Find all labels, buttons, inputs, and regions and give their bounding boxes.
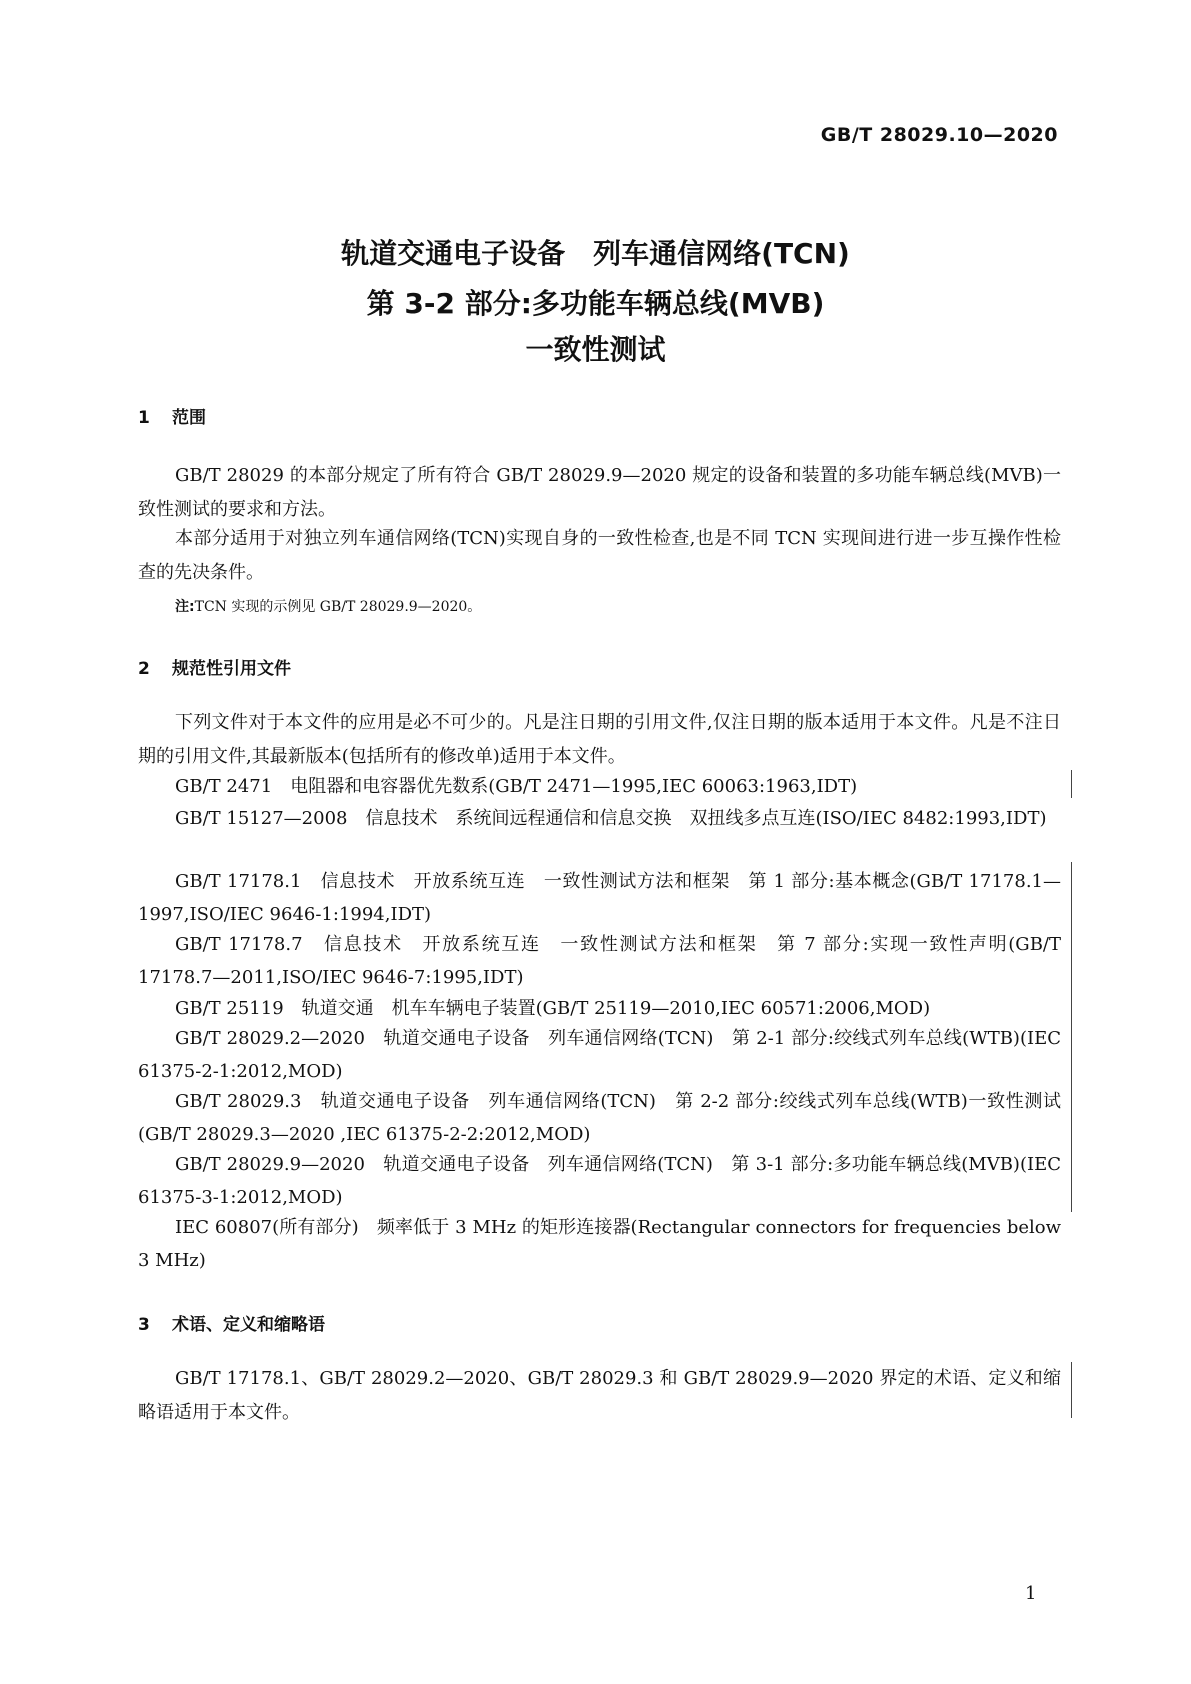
note-text: TCN 实现的示例见 GB/T 28029.9—2020。 [194, 599, 482, 615]
section-title: 术语、定义和缩略语 [172, 1315, 325, 1335]
reference-item: GB/T 28029.2—2020 轨道交通电子设备 列车通信网络(TCN) 第 2-1 部分:绞线式列车总线(WTB)(IEC 61375-2-1:2012,MOD) [138, 1028, 1061, 1082]
section-number: 3 [138, 1315, 150, 1335]
revision-bar [1071, 770, 1072, 798]
section-number: 2 [138, 659, 150, 679]
reference-item: GB/T 17178.1 信息技术 开放系统互连 一致性测试方法和框架 第 1 部分:基本概念(GB/T 17178.1—1997,ISO/IEC 9646-1:1994,IDT) [138, 871, 1061, 925]
reference-item: GB/T 2471 电阻器和电容器优先数系(GB/T 2471—1995,IEC 60063:1963,IDT) [175, 776, 858, 797]
reference-item: GB/T 28029.3 轨道交通电子设备 列车通信网络(TCN) 第 2-2 部分:绞线式列车总线(WTB)一致性测试(GB/T 28029.3—2020 ,IEC 61375-2-2:2012,MOD) [138, 1091, 1061, 1145]
section-title: 范围 [172, 408, 206, 428]
section-1-note [175, 596, 481, 616]
reference-item: GB/T 15127—2008 信息技术 系统间远程通信和信息交换 双扭线多点互连(ISO/IEC 8482:1993,IDT) [175, 808, 1047, 829]
title-line-1: 轨道交通电子设备 列车通信网络(TCN) [341, 237, 850, 270]
section-1-paragraph-1: GB/T 28029 的本部分规定了所有符合 GB/T 28029.9—2020 规定的设备和装置的多功能车辆总线(MVB)一致性测试的要求和方法。 [138, 465, 1061, 520]
section-title: 规范性引用文件 [172, 659, 291, 679]
reference-item: GB/T 28029.9—2020 轨道交通电子设备 列车通信网络(TCN) 第 3-1 部分:多功能车辆总线(MVB)(IEC 61375-3-1:2012,MOD) [138, 1154, 1061, 1208]
section-1-heading [138, 403, 206, 428]
page-number: 1 [1025, 1583, 1037, 1604]
revision-bar [1071, 862, 1072, 1212]
section-2-intro: 下列文件对于本文件的应用是必不可少的。凡是注日期的引用文件,仅注日期的版本适用于本文件。凡是不注日期的引用文件,其最新版本(包括所有的修改单)适用于本文件。 [138, 712, 1061, 767]
title-line-3: 一致性测试 [525, 333, 666, 366]
revision-bar [1071, 1362, 1072, 1418]
standard-number: GB/T 28029.10—2020 [820, 124, 1058, 146]
reference-item: GB/T 25119 轨道交通 机车车辆电子装置(GB/T 25119—2010,IEC 60571:2006,MOD) [175, 998, 931, 1019]
section-3-heading [138, 1310, 325, 1335]
reference-item: GB/T 17178.7 信息技术 开放系统互连 一致性测试方法和框架 第 7 部分:实现一致性声明(GB/T 17178.7—2011,ISO/IEC 9646-7:1995,IDT) [138, 934, 1061, 988]
section-1-paragraph-2: 本部分适用于对独立列车通信网络(TCN)实现自身的一致性检查,也是不同 TCN 实现间进行进一步互操作性检查的先决条件。 [138, 528, 1061, 583]
section-2-heading [138, 654, 291, 679]
section-3-paragraph-1: GB/T 17178.1、GB/T 28029.2—2020、GB/T 28029.3 和 GB/T 28029.9—2020 界定的术语、定义和缩略语适用于本文件。 [138, 1368, 1061, 1423]
section-number: 1 [138, 408, 150, 428]
reference-item: IEC 60807(所有部分) 频率低于 3 MHz 的矩形连接器(Rectangular connectors for frequencies below 3 MHz) [138, 1217, 1061, 1271]
title-line-2: 第 3-2 部分:多功能车辆总线(MVB) [366, 287, 825, 320]
note-label: 注: [175, 599, 195, 615]
